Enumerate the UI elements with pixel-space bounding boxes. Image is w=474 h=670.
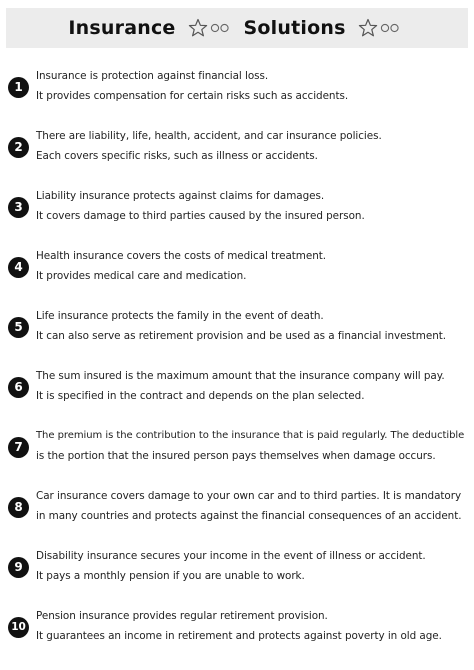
item-text-line: It can also serve as retirement provision and be used as a financial investment.: [36, 330, 447, 342]
item-text-line: It covers damage to third parties caused by the insured person.: [36, 210, 365, 222]
item-text-line: Each covers specific risks, such as illness or accidents.: [36, 150, 318, 162]
item-text-line: Health insurance covers the costs of medical treatment.: [36, 250, 327, 262]
item-text-line: It provides compensation for certain risks such as accidents.: [36, 90, 349, 102]
item-text-line: Insurance is protection against financial loss.: [36, 70, 269, 82]
circles-icon: [210, 22, 230, 34]
item-text-line: Pension insurance provides regular retirement provision.: [36, 610, 328, 622]
item-text-line: Car insurance covers damage to your own car and to third parties. It is mandatory: [36, 490, 462, 502]
list-item: [8, 304, 468, 364]
item-number-badge: 4: [8, 257, 29, 278]
decoration-right: [358, 18, 400, 38]
item-number-badge: 1: [8, 77, 29, 98]
list-item: [8, 244, 468, 304]
item-number-badge: 8: [8, 497, 29, 518]
title-left: Insurance: [68, 17, 176, 39]
page-header: [6, 8, 468, 48]
list-item: [8, 64, 468, 124]
numbered-list: [8, 64, 468, 664]
item-number-badge: 3: [8, 197, 29, 218]
item-number-badge: 5: [8, 317, 29, 338]
item-number-badge: 2: [8, 137, 29, 158]
item-number-badge: 10: [8, 617, 29, 638]
decoration-left: [188, 18, 230, 38]
list-item: [8, 124, 468, 184]
item-text-line: is the portion that the insured person pays themselves when damage occurs.: [36, 450, 436, 462]
item-text-line: It pays a monthly pension if you are unable to work.: [36, 570, 305, 582]
item-text-line: Liability insurance protects against claims for damages.: [36, 190, 325, 202]
item-text-line: It provides medical care and medication.: [36, 270, 247, 282]
item-text-line: The sum insured is the maximum amount that the insurance company will pay.: [36, 370, 445, 382]
item-text-line: in many countries and protects against the financial consequences of an accident.: [36, 510, 462, 522]
item-text-line: There are liability, life, health, accident, and car insurance policies.: [36, 130, 382, 142]
item-text-line: It is specified in the contract and depends on the plan selected.: [36, 390, 365, 402]
item-number-badge: 7: [8, 437, 29, 458]
list-item: [8, 184, 468, 244]
star-icon: [188, 18, 208, 38]
list-item: [8, 484, 468, 544]
item-text-line: Life insurance protects the family in the event of death.: [36, 310, 324, 322]
list-item: [8, 604, 468, 664]
item-text-line: It guarantees an income in retirement and protects against poverty in old age.: [36, 630, 442, 642]
item-text-line: Disability insurance secures your income in the event of illness or accident.: [36, 550, 426, 562]
title-right: Solutions: [243, 17, 346, 39]
list-item: [8, 544, 468, 604]
item-number-badge: 9: [8, 557, 29, 578]
item-text-line: The premium is the contribution to the insurance that is paid regularly. The deductible: [36, 430, 465, 441]
list-item: [8, 364, 468, 424]
star-icon: [358, 18, 378, 38]
list-item: [8, 424, 468, 484]
circles-icon: [380, 22, 400, 34]
item-number-badge: 6: [8, 377, 29, 398]
